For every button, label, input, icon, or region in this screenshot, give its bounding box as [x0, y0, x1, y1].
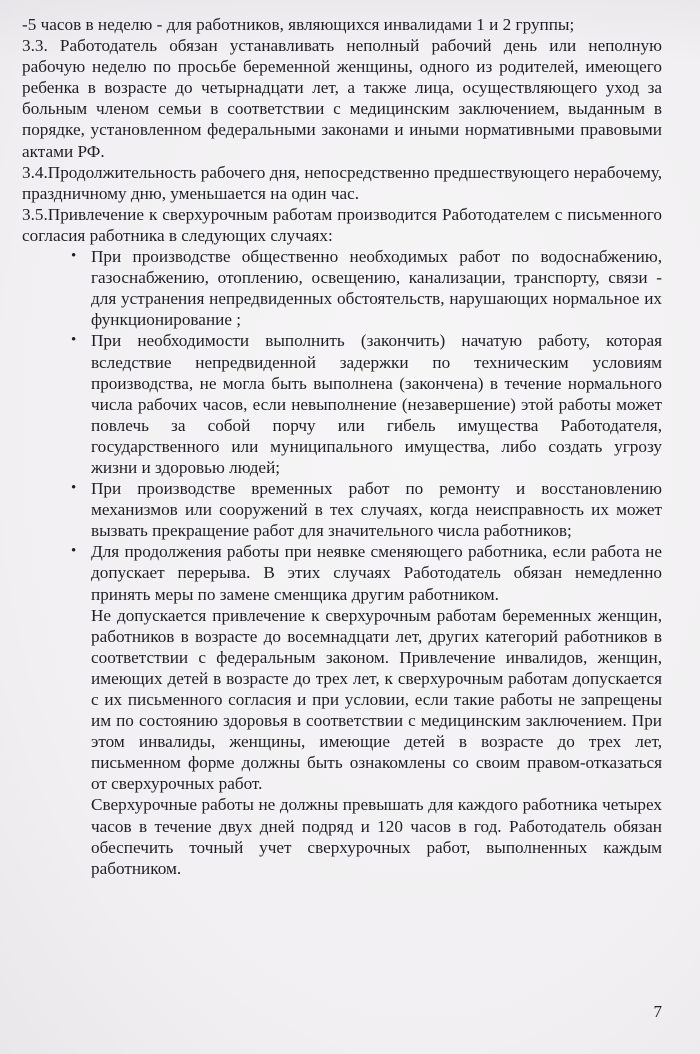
- paragraph-hours-disabled: -5 часов в неделю - для работников, являющихся инвалидами 1 и 2 группы;: [22, 15, 575, 34]
- bullet-icon: •: [71, 248, 77, 265]
- list-item: [22, 246, 662, 330]
- paragraph-3-4: 3.4.Продолжительность рабочего дня, непосредственно предшествующего нерабочему, праздничному дню, уменьшается на один час.: [22, 162, 662, 203]
- list-item: [22, 541, 662, 604]
- overtime-cases-list: [22, 246, 662, 605]
- paragraph-3-3: 3.3. Работодатель обязан устанавливать неполный рабочий день или неполную рабочую неделю по просьбе беременной женщины, одного из родителей, имеющего ребенка в возрасте до четырнадцати лет, а также лица, осуществляющего уход за больным членом семьи в соответствии с медицинским заключением, выданным в порядке, установленном федеральными законами и иными нормативными правовыми актами РФ.: [22, 36, 662, 161]
- list-item-text: Для продолжения работы при неявке сменяющего работника, если работа не допускает перерыва. В этих случаях Работодатель обязан немедленно принять меры по замене сменщика другим работником.: [91, 542, 662, 604]
- list-item-text: При необходимости выполнить (закончить) начатую работу, которая вследствие непредвиденной задержки по техническим условиям производства, не могла быть выполнена (закончена) в течение нормального числа рабочих часов, если невыполнение (незавершение) этой работы может повлечь за собой порчу или гибель имущества Работодателя, государственного или муниципального имущества, либо создать угрозу жизни и здоровью людей;: [91, 331, 662, 477]
- list-item: [22, 330, 662, 478]
- paragraph-overtime-restrictions: Не допускается привлечение к сверхурочным работам беременных женщин, работников в возрасте до восемнадцати лет, других категорий работников в соответствии с федеральным законом. Привлечение инвалидов, женщин, имеющих детей в возрасте до трех лет, к сверхурочным работам допускается с их письменного согласия и при условии, если такие работы не запрещены им по состоянию здоровья в соответствии с медицинским заключением. При этом инвалиды, женщины, имеющие детей в возрасте до трех лет, письменном форме должны быть ознакомлены со своим правом-отказаться от сверхурочных работ.: [91, 605, 662, 794]
- page-number: 7: [653, 1002, 662, 1021]
- list-item-text: При производстве временных работ по ремонту и восстановлению механизмов или сооружений в тех случаях, когда неисправность их может вызвать прекращение работ для значительного числа работников;: [91, 479, 662, 541]
- document-body: [22, 14, 662, 879]
- list-item-text: При производстве общественно необходимых работ по водоснабжению, газоснабжению, отоплению, освещению, канализации, транспорту, связи - для устранения непредвиденных обстоятельств, нарушающих нормальное их функционирование ;: [91, 247, 662, 330]
- paragraph-3-5: 3.5.Привлечение к сверхурочным работам производится Работодателем с письменного согласия работника в следующих случаях:: [22, 204, 662, 245]
- list-item: [22, 478, 662, 541]
- bullet-icon: •: [71, 332, 77, 349]
- bullet-icon: •: [71, 543, 77, 560]
- bullet-icon: •: [71, 480, 77, 497]
- paragraph-overtime-limits: Сверхурочные работы не должны превышать для каждого работника четырех часов в течение двух дней подряд и 120 часов в год. Работодатель обязан обеспечить точный учет сверхурочных работ, выполненных каждым работником.: [91, 795, 662, 878]
